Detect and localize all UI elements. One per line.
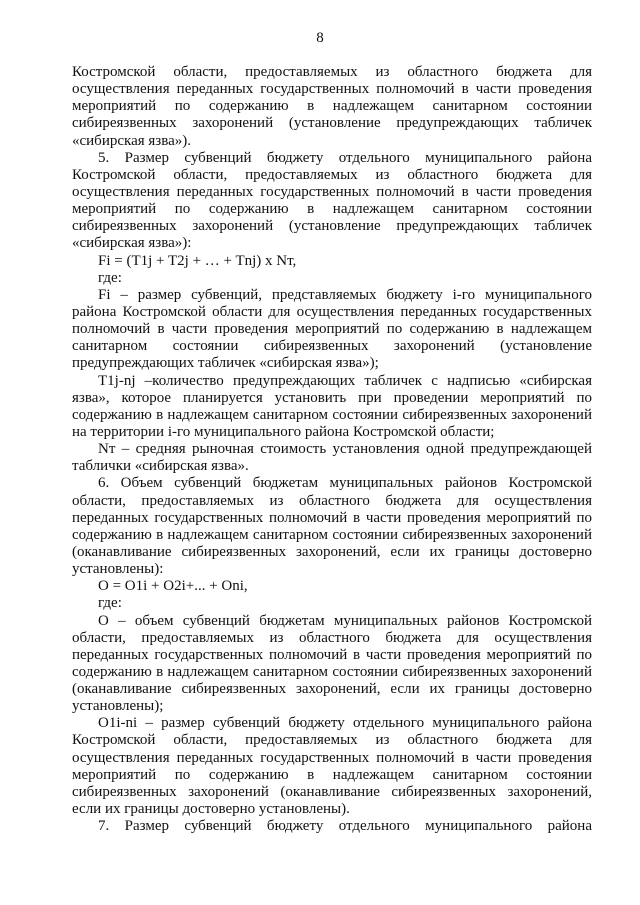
text-line: таблички «сибирская язва».: [72, 458, 249, 475]
text-line: 5. Размер субвенций бюджету отдельного муниципального района: [98, 149, 592, 166]
text-line: осуществления переданных государственных полномочий в части проведения: [72, 183, 592, 200]
text-line: Fi – размер субвенций, представляемых бюджету i-го муниципального: [98, 286, 592, 303]
text-line: Костромской области, предоставляемых из областного бюджета для: [72, 166, 592, 183]
page-number: 8: [316, 30, 324, 46]
text-line: осуществления переданных государственных полномочий в части проведения: [72, 81, 592, 98]
text-line: мероприятий по содержанию в надлежащем санитарном состоянии: [72, 201, 592, 218]
text-line: O1i-ni – размер субвенций бюджету отдельного муниципального района: [98, 715, 592, 732]
text-line: «сибирская язва»).: [72, 132, 191, 149]
text-line: области, предоставляемых из областного бюджета для осуществления: [72, 629, 592, 646]
text-line: T1j-nj –количество предупреждающих табличек с надписью «сибирская: [98, 372, 592, 389]
text-line: Nт – средняя рыночная стоимость установления одной предупреждающей: [98, 441, 592, 458]
text-line: где:: [98, 269, 122, 286]
text-line: области, предоставляемых из областного бюджета для осуществления: [72, 492, 592, 509]
text-line: O = O1i + O2i+... + Oni,: [98, 578, 248, 595]
text-line: сибиреязвенных захоронений (установление предупреждающих табличек: [72, 115, 592, 132]
text-line: установлены):: [72, 561, 164, 578]
text-line: осуществления переданных государственных полномочий в части проведения: [72, 749, 592, 766]
text-line: сибиреязвенных захоронений (установление предупреждающих табличек: [72, 218, 592, 235]
text-line: O – объем субвенций бюджетам муниципальных районов Костромской: [98, 612, 592, 629]
text-line: содержанию в надлежащем санитарном состоянии сибиреязвенных захоронений: [72, 526, 592, 543]
text-line: на территории i-го муниципального района Костромской области;: [72, 423, 495, 440]
text-line: мероприятий по содержанию в надлежащем санитарном состоянии: [72, 766, 592, 783]
text-line: санитарном состоянии сибиреязвенных захоронений (установление: [72, 338, 592, 355]
text-line: язва», которое планируется установить при проведении мероприятий по: [72, 389, 592, 406]
text-line: содержанию в надлежащем санитарном состоянии сибиреязвенных захоронений: [72, 406, 592, 423]
text-line: (оканавливание сибиреязвенных захоронений, если их границы достоверно: [72, 543, 592, 560]
text-line: района Костромской области для осуществления переданных государственных: [72, 303, 592, 320]
text-line: установлены);: [72, 698, 164, 715]
text-line: где:: [98, 595, 122, 612]
text-line: «сибирская язва»):: [72, 235, 192, 252]
text-line: полномочий в части проведения мероприятий по содержанию в надлежащем: [72, 321, 592, 338]
text-line: если их границы достоверно установлены).: [72, 801, 350, 818]
text-line: 6. Объем субвенций бюджетам муниципальных районов Костромской: [98, 475, 592, 492]
text-line: сибиреязвенных захоронений (оканавливание сибиреязвенных захоронений,: [72, 783, 592, 800]
text-line: 7. Размер субвенций бюджету отдельного муниципального района: [98, 818, 592, 835]
text-line: переданных государственных полномочий в части проведения мероприятий по: [72, 646, 592, 663]
text-line: Костромской области, предоставляемых из областного бюджета для: [72, 64, 592, 80]
text-line: Костромской области, предоставляемых из областного бюджета для: [72, 732, 592, 749]
text-line: мероприятий по содержанию в надлежащем санитарном состоянии: [72, 98, 592, 115]
text-line: (оканавливание сибиреязвенных захоронений, если их границы достоверно: [72, 681, 592, 698]
document-body: [72, 64, 592, 835]
text-line: Fi = (T1j + T2j + … + Tnj) х Nт,: [98, 252, 297, 269]
text-line: содержанию в надлежащем санитарном состоянии сибиреязвенных захоронений: [72, 663, 592, 680]
text-line: предупреждающих табличек «сибирская язва»);: [72, 355, 379, 372]
text-line: переданных государственных полномочий в части проведения мероприятий по: [72, 509, 592, 526]
